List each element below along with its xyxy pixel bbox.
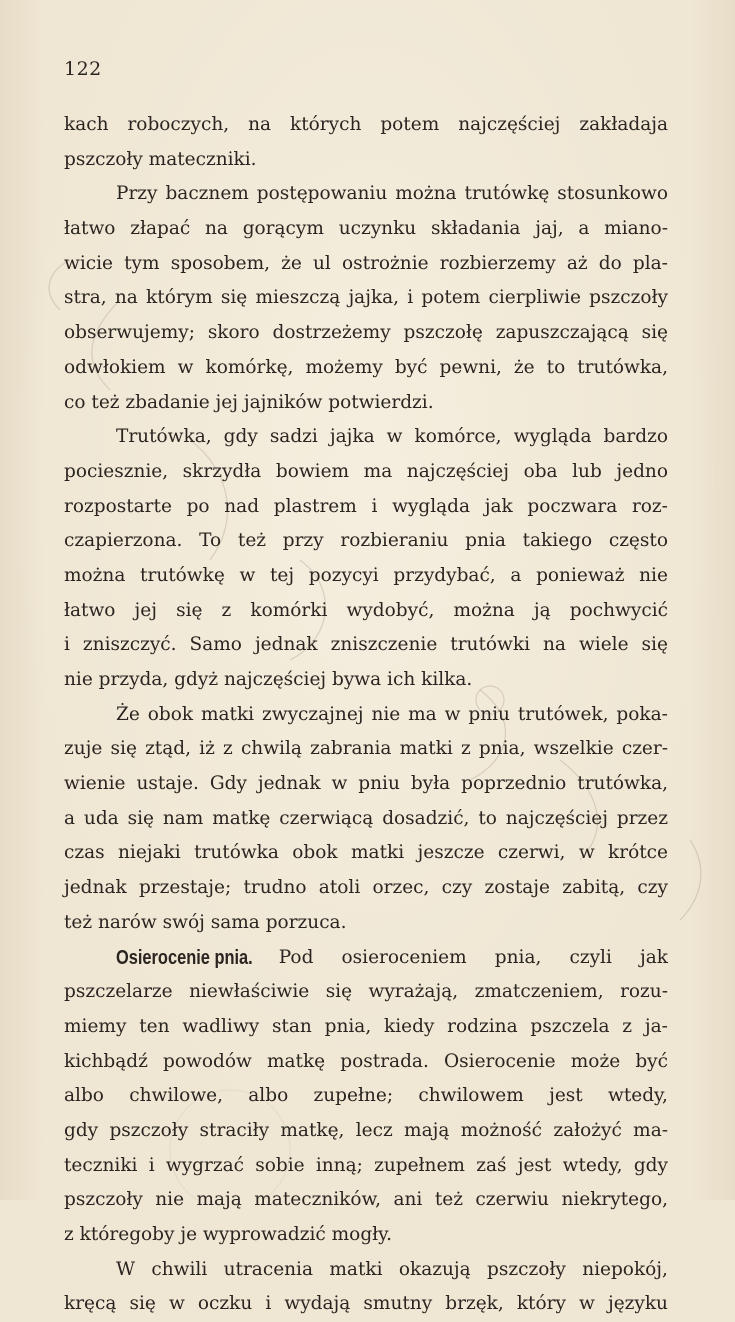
text-block-1: [64, 108, 668, 941]
text-line: kach roboczych, na których potem najczęściej zakładaja: [64, 114, 668, 135]
page-number: 122: [64, 58, 102, 80]
text-line: kichbądź powodów matkę postrada. Osierocenie może być: [64, 1050, 668, 1072]
text-line: pszczelarze niewłaściwie się wyrażają, zmatczeniem, rozu-: [64, 981, 668, 1003]
text-line: zuje się ztąd, iż z chwilą zabrania matki z pnia, wszelkie czer-: [64, 738, 668, 760]
text-line: z któregoby je wyprowadzić mogły.: [64, 1224, 393, 1245]
text-line: Przy bacznem postępowaniu można trutówkę stosunkowo: [116, 183, 668, 205]
text-line: można trutówkę w tej pozycyi przydybać, a ponieważ nie: [64, 564, 668, 586]
text-line: wienie ustaje. Gdy jednak w pniu była poprzednio trutówka,: [64, 773, 668, 795]
text-line: a uda się nam matkę czerwiącą dosadzić, to najczęściej przez: [64, 807, 668, 829]
section-heading-line: [64, 941, 668, 976]
text-line: jednak przestaje; trudno atoli orzec, czy zostaje zabitą, czy: [64, 877, 668, 899]
text-line: wicie tym sposobem, że ul ostrożnie rozbierzemy aż do pla-: [64, 252, 668, 274]
text-line: kręcą się w oczku i wydają smutny brzęk, który w języku: [64, 1293, 668, 1315]
text-line: odwłokiem w komórkę, możemy być pewni, że to trutówka,: [64, 356, 668, 378]
text-line: rozpostarte po nad plastrem i wygląda jak poczwara roz-: [64, 495, 668, 517]
text-line: W chwili utracenia matki okazują pszczoły niepokój,: [116, 1258, 668, 1280]
section-heading: Osierocenie pnia.: [116, 946, 253, 969]
text-line: czapierzona. To też przy rozbieraniu pnia takiego często: [64, 530, 668, 552]
text-line: pszczoły mateczniki.: [64, 148, 257, 170]
body-text: [64, 108, 668, 1322]
text-line: nie przyda, gdyż najczęściej bywa ich kilka.: [64, 669, 473, 690]
text-line: gdy pszczoły straciły matkę, lecz mają możność założyć ma-: [64, 1119, 668, 1141]
text-block-2: [64, 975, 668, 1322]
text-line: pociesznie, skrzydła bowiem ma najczęściej oba lub jedno: [64, 460, 668, 482]
text-line: łatwo jej się z komórki wydobyć, można ją pochwycić: [64, 599, 668, 621]
text-line: albo chwilowe, albo zupełne; chwilowem jest wtedy,: [64, 1085, 668, 1107]
text-line: teczniki i wygrzać sobie inną; zupełnem zaś jest wtedy, gdy: [64, 1154, 668, 1176]
text-line: miemy ten wadliwy stan pnia, kiedy rodzina pszczela z ja-: [64, 1015, 668, 1037]
text-line: obserwujemy; skoro dostrzeżemy pszczołę zapuszczającą się: [64, 322, 668, 344]
text-line: czas niejaki trutówka obok matki jeszcze czerwi, w krótce: [64, 842, 668, 864]
text-line: co też zbadanie jej jajników potwierdzi.: [64, 391, 434, 413]
heading-line-rest: Pod osieroceniem pnia, czyli jak: [278, 946, 668, 968]
text-line: też narów swój sama porzuca.: [64, 911, 347, 933]
text-line: stra, na którym się mieszczą jajka, i potem cierpliwie pszczoły: [64, 287, 668, 309]
text-line: i zniszczyć. Samo jednak zniszczenie trutówki na wiele się: [64, 634, 668, 656]
text-line: pszczoły nie mają mateczników, ani też czerwiu niekrytego,: [64, 1189, 668, 1211]
text-line: Trutówka, gdy sadzi jajka w komórce, wygląda bardzo: [116, 426, 668, 448]
text-line: Że obok matki zwyczajnej nie ma w pniu trutówek, poka-: [116, 703, 668, 725]
text-line: łatwo złapać na gorącym uczynku składania jaj, a miano-: [64, 218, 668, 240]
heading-group: [116, 941, 261, 976]
